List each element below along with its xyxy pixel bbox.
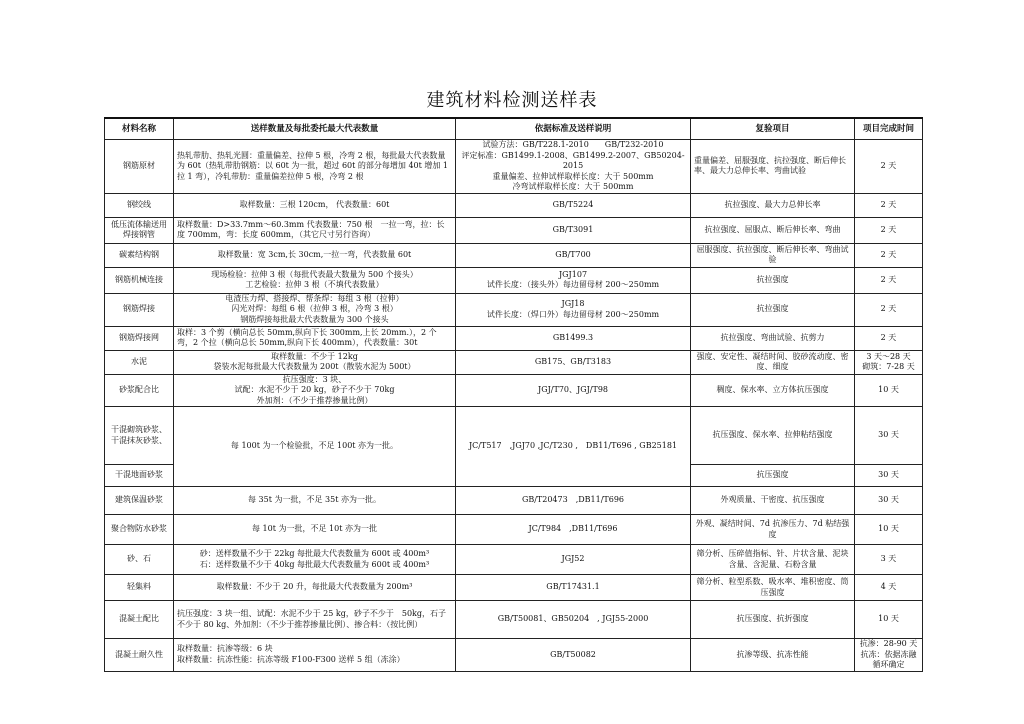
- table-row: [105, 326, 923, 350]
- standard: GB/T50082: [456, 639, 691, 672]
- standard: GB1499.3: [456, 326, 691, 350]
- completion-time: 2 天: [855, 193, 923, 217]
- table-row: [105, 575, 923, 601]
- standard: GB/T700: [456, 243, 691, 267]
- material-name: 钢绞线: [105, 193, 174, 217]
- table-row: [105, 545, 923, 575]
- table-row: [105, 193, 923, 217]
- standard: JGJ18 试件长度：（焊口外）每边留母材 200～250mm: [456, 293, 691, 326]
- test-items: 抗压强度、抗折强度: [691, 601, 855, 639]
- material-name: 钢筋机械连接: [105, 267, 174, 293]
- standard: JGJ52: [456, 545, 691, 575]
- standard: JC/T984 ,DB11/T696: [456, 515, 691, 545]
- test-items: 抗拉强度: [691, 293, 855, 326]
- standard: JGJ107 试件长度：（接头外）每边留母材 200～250mm: [456, 267, 691, 293]
- completion-time: 2 天: [855, 243, 923, 267]
- test-items: 抗压强度: [691, 465, 855, 487]
- standard: GB/T5224: [456, 193, 691, 217]
- sample-quantity: 取样数量：三根 120cm， 代表数量：60t: [174, 193, 456, 217]
- sample-quantity: 每 100t 为一个检验批，不足 100t 亦为一批。: [174, 407, 456, 487]
- table-row: [105, 487, 923, 515]
- sample-quantity: 抗压强度：3 块、 试配：水泥不少于 20 kg，砂子不少于 70kg 外加剂：（不少于推荐掺量比例）: [174, 374, 456, 407]
- table-row: [105, 639, 923, 672]
- standard: GB/T3091: [456, 217, 691, 243]
- sample-quantity: 每 10t 为一批，不足 10t 亦为一批: [174, 515, 456, 545]
- material-name: 碳素结构钢: [105, 243, 174, 267]
- test-items: 稠度、保水率、立方体抗压强度: [691, 374, 855, 407]
- test-items: 强度、安定性、凝结时间、胶砂流动度、密度、细度: [691, 350, 855, 374]
- standard: GB175、GB/T3183: [456, 350, 691, 374]
- completion-time: 30 天: [855, 465, 923, 487]
- material-name: 砂、石: [105, 545, 174, 575]
- material-name: 混凝土耐久性: [105, 639, 174, 672]
- header-material-name: 材料名称: [105, 118, 174, 140]
- completion-time: 30 天: [855, 407, 923, 465]
- material-name: 钢筋焊接网: [105, 326, 174, 350]
- completion-time: 10 天: [855, 374, 923, 407]
- material-name: 钢筋原材: [105, 140, 174, 194]
- completion-time: 10 天: [855, 601, 923, 639]
- completion-time: 抗渗：28-90 天 抗冻：依据冻融循环确定: [855, 639, 923, 672]
- completion-time: 2 天: [855, 267, 923, 293]
- sample-quantity: 砂：送样数量不少于 22kg 每批最大代表数量为 600t 或 400m³ 石：送样数量不少于 40kg 每批最大代表数量为 600t 或 400m³: [174, 545, 456, 575]
- completion-time: 3 天～28 天 砌筑：7-28 天: [855, 350, 923, 374]
- standard: GB/T50081、GB50204 , JGJ55-2000: [456, 601, 691, 639]
- header-sample-quantity: 送样数量及每批委托最大代表数量: [174, 118, 456, 140]
- completion-time: 4 天: [855, 575, 923, 601]
- page-title: 建筑材料检测送样表: [426, 90, 598, 111]
- sample-quantity: 电渣压力焊、搭接焊、帮条焊：每组 3 根（拉伸） 闪光对焊：每组 6 根（拉伸 3 根，冷弯 3 根） 钢筋焊接每批最大代表数量为 300 个接头: [174, 293, 456, 326]
- test-items: 抗拉强度: [691, 267, 855, 293]
- test-items: 外观、凝结时间、7d 抗渗压力、7d 粘结强度: [691, 515, 855, 545]
- sample-quantity: 现场检验：拉伸 3 根（每批代表最大数量为 500 个接头） 工艺检验：拉伸 3 根（不填代表数量）: [174, 267, 456, 293]
- test-items: 重量偏差、屈服强度、抗拉强度、断后伸长率、最大力总伸长率、弯曲试验: [691, 140, 855, 194]
- material-name: 水泥: [105, 350, 174, 374]
- test-items: 抗拉强度、最大力总伸长率: [691, 193, 855, 217]
- material-name: 砂浆配合比: [105, 374, 174, 407]
- standard: JGJ/T70、JGJ/T98: [456, 374, 691, 407]
- sample-table: [104, 117, 923, 672]
- completion-time: 10 天: [855, 515, 923, 545]
- test-items: 外观质量、干密度、抗压强度: [691, 487, 855, 515]
- table-row: [105, 350, 923, 374]
- table-row: [105, 267, 923, 293]
- completion-time: 3 天: [855, 545, 923, 575]
- material-name: 混凝土配比: [105, 601, 174, 639]
- sample-quantity: 取样：3 个剪（横向总长 50mm,纵向下长 300mm,上长 20mm.），2 个弯，2 个拉（横向总长 50mm,纵向下长 400mm），代表数量：30t: [174, 326, 456, 350]
- table-row: [105, 217, 923, 243]
- sample-quantity: 取样数量：不少于 20 升，每批最大代表数量为 200m³: [174, 575, 456, 601]
- material-name: 建筑保温砂浆: [105, 487, 174, 515]
- table-row: [105, 243, 923, 267]
- table-row: [105, 374, 923, 407]
- completion-time: 30 天: [855, 487, 923, 515]
- sample-quantity: 取样数量：宽 3cm,长 30cm,一拉一弯，代表数量 60t: [174, 243, 456, 267]
- table-header-row: [105, 118, 923, 140]
- table-row: [105, 601, 923, 639]
- sample-quantity: 取样数量：D>33.7mm～60.3mm 代表数量：750 根 一拉一弯，拉：长度 700mm，弯：长度 600mm，（其它尺寸另行咨询）: [174, 217, 456, 243]
- test-items: 抗拉强度、弯曲试验、抗剪力: [691, 326, 855, 350]
- standard: JC/T517 ,JGJ70 ,JC/T230 , DB11/T696 , GB25181: [456, 407, 691, 487]
- material-name: 聚合物防水砂浆: [105, 515, 174, 545]
- header-test-items: 复验项目: [691, 118, 855, 140]
- material-name: 轻集料: [105, 575, 174, 601]
- table-row: [105, 140, 923, 194]
- test-items: 筛分析、压碎值指标、针、片状含量、泥块含量、含泥量、石粉含量: [691, 545, 855, 575]
- table-row: [105, 293, 923, 326]
- completion-time: 2 天: [855, 217, 923, 243]
- completion-time: 2 天: [855, 140, 923, 194]
- sample-quantity: 热轧带肋、热轧光圆：重量偏差、拉伸 5 根，冷弯 2 根，每批最大代表数量为 60t（热轧带肋钢筋：以 60t 为一批，超过 60t 的部分每增加 40t 增加 1 拉 1 弯），冷轧带肋：重量偏差拉伸 5 根，冷弯 2 根: [174, 140, 456, 194]
- test-items: 筛分析、粒型系数、吸水率、堆积密度、筒压强度: [691, 575, 855, 601]
- sample-quantity: 取样数量：不少于 12kg 袋装水泥每批最大代表数量为 200t（散装水泥为 500t）: [174, 350, 456, 374]
- test-items: 抗渗等级、抗冻性能: [691, 639, 855, 672]
- standard: GB/T17431.1: [456, 575, 691, 601]
- completion-time: 2 天: [855, 326, 923, 350]
- test-items: 屈服强度、抗拉强度、断后伸长率、弯曲试验: [691, 243, 855, 267]
- completion-time: 2 天: [855, 293, 923, 326]
- material-name: 干混砌筑砂浆、 干混抹灰砂浆、: [105, 407, 174, 465]
- material-name: 低压流体输送用焊接钢管: [105, 217, 174, 243]
- sample-quantity: 抗压强度：3 块一组、试配：水泥不少于 25 kg，砂子不少于 50kg，石子不少于 80 kg、外加剂：（不少于推荐掺量比例）、掺合料：（按比例）: [174, 601, 456, 639]
- sample-quantity: 取样数量：抗渗等级：6 块 取样数量：抗冻性能：抗冻等级 F100-F300 送样 5 组（冻涂）: [174, 639, 456, 672]
- table-row: [105, 407, 923, 465]
- table-row: [105, 515, 923, 545]
- material-name: 钢筋焊接: [105, 293, 174, 326]
- test-items: 抗压强度、保水率、拉伸粘结强度: [691, 407, 855, 465]
- header-standard: 依据标准及送样说明: [456, 118, 691, 140]
- header-completion-time: 项目完成时间: [855, 118, 923, 140]
- standard: 试验方法：GB/T228.1-2010 GB/T232-2010 评定标准：GB1499.1-2008、GB1499.2-2007、GB50204-2015 重量偏差、拉伸试样取样长度：大于 500mm 冷弯试样取样长度：大于 500mm: [456, 140, 691, 194]
- sample-quantity: 每 35t 为一批，不足 35t 亦为一批。: [174, 487, 456, 515]
- standard: GB/T20473 ,DB11/T696: [456, 487, 691, 515]
- test-items: 抗拉强度、屈服点、断后伸长率、弯曲: [691, 217, 855, 243]
- material-name: 干混地面砂浆: [105, 465, 174, 487]
